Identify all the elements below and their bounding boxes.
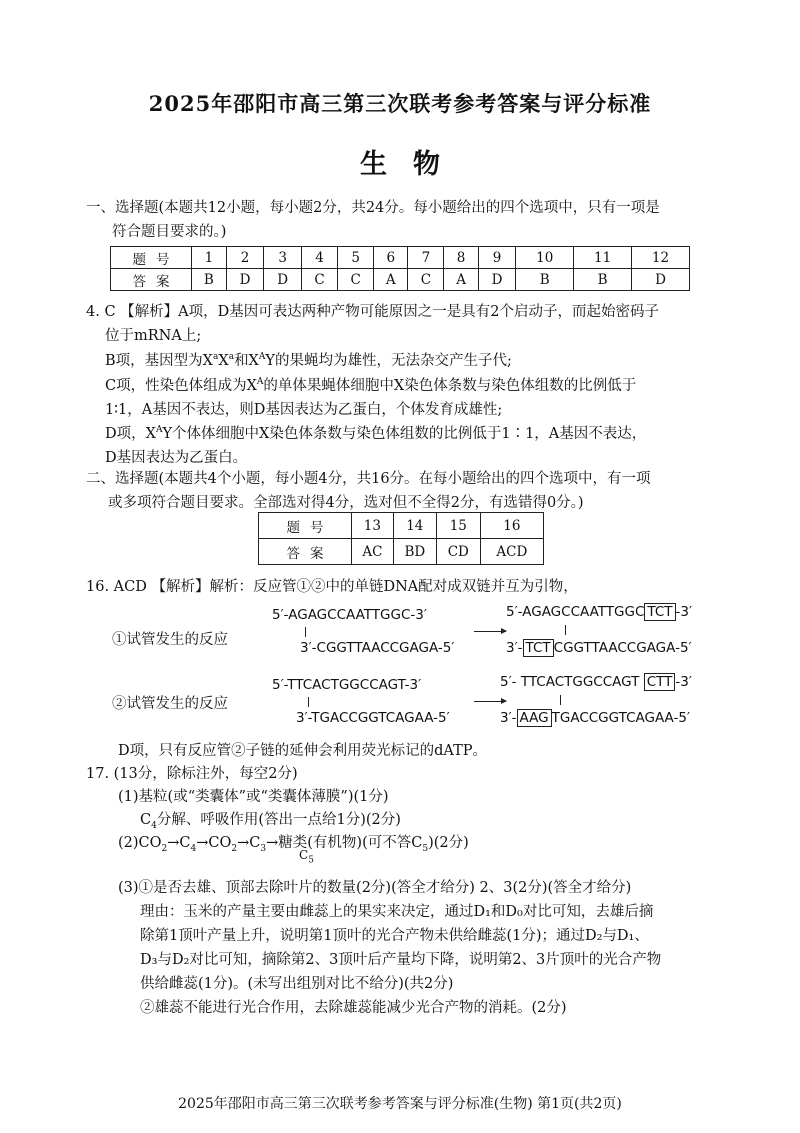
tube2-result-top: 5′- TTCACTGGCCAGT CTT -3′ xyxy=(500,674,692,690)
q4-option-d-line2: D基因表达为乙蛋白。 xyxy=(105,450,248,466)
section1-answer-table xyxy=(110,246,690,291)
new-bases-box: AAG xyxy=(517,709,552,727)
table-row xyxy=(111,247,690,269)
tube1-result-bottom: 3′- TCT CGGTTAACCGAGA-5′ xyxy=(506,640,692,656)
section2-answer-table xyxy=(258,512,544,565)
question-number: 12 xyxy=(632,247,690,269)
question-number: 11 xyxy=(574,247,632,269)
subject-title: 生物 xyxy=(360,149,466,180)
q17-head: 17. (13分，除标注外，每空2分) xyxy=(86,766,298,782)
q17-part3-line3: 除第1顶叶产量上升，说明第1顶叶的光合产物未供给雌蕊(1分)；通过D₂与D₁、 xyxy=(140,928,649,944)
q4-option-d: D项，$X^AY$个体体细胞中X染色体条数与染色体组数的比例低于1∶1，A基因不表达， xyxy=(105,425,647,442)
question-number: 13 xyxy=(352,513,394,539)
question-number: 16 xyxy=(480,513,543,539)
tube2-result-bottom: 3′- AAG TGACCGGTCAGAA-5′ xyxy=(500,710,691,726)
answer-cell: D xyxy=(632,269,690,291)
page-footer: 2025年邵阳市高三第三次联考参考答案与评分标准(生物) 第1页(共2页) xyxy=(178,1096,622,1112)
q17-c5-branch: $C_5$ xyxy=(299,848,314,866)
question-number: 2 xyxy=(226,247,264,269)
answer-cell: BD xyxy=(393,539,436,565)
question-number: 1 xyxy=(192,247,227,269)
q17-part3-line5: 供给雌蕊(1分)。(未写出组别对比不给分)(共2分) xyxy=(140,976,454,992)
pairing-mark xyxy=(308,697,309,707)
table-row xyxy=(259,513,544,539)
question-number: 5 xyxy=(338,247,374,269)
new-bases-box: TCT xyxy=(644,603,675,621)
reaction-arrow xyxy=(474,631,506,632)
q4-option-c-line2: 1∶1，A基因不表达，则D基因表达为乙蛋白，个体发育成雄性; xyxy=(105,402,503,418)
answer-cell: B xyxy=(574,269,632,291)
q16-line1: 16. ACD 【解析】解析：反应管①②中的单链DNA配对成双链并互为引物， xyxy=(86,579,578,595)
q17-part3-line4: D₃与D₂对比可知，摘除第2、3顶叶后产量均下降，说明第2、3片顶叶的光合产物 xyxy=(140,952,662,968)
pairing-mark xyxy=(305,627,306,637)
question-number: 10 xyxy=(516,247,574,269)
new-bases-box: TCT xyxy=(523,639,554,657)
answer-cell: A xyxy=(374,269,408,291)
q17-part3-line6: ②雄蕊不能进行光合作用，去除雄蕊能减少光合产物的消耗。(2分) xyxy=(140,1000,567,1016)
q4-option-c: C项，性染色体组成为$X^A$的单体果蝇体细胞中X染色体条数与染色体组数的比例低于 xyxy=(105,377,637,394)
q16-option-d: D项，只有反应管②子链的延伸会利用荧光标记的dATP。 xyxy=(118,743,488,759)
answer-cell: C xyxy=(302,269,338,291)
tube2-strand-bottom: 3′-TGACCGGTCAGAA-5′ xyxy=(296,710,450,726)
new-bases-box: CTT xyxy=(644,673,676,691)
question-number: 3 xyxy=(264,247,302,269)
q17-part3-line2: 理由：玉米的产量主要由雌蕊上的果实来决定，通过D₁和D₀对比可知，去雄后摘 xyxy=(140,904,654,920)
q4-line1: 4. C 【解析】A项，D基因可表达两种产物可能原因之一是具有2个启动子，而起始密码子 xyxy=(86,304,659,320)
question-number: 7 xyxy=(408,247,444,269)
pairing-mark xyxy=(565,625,566,635)
reaction-arrow xyxy=(474,701,506,702)
q17-part1-line2: $C_4$分解、呼吸作用(答出一点给1分)(2分) xyxy=(140,812,401,831)
q17-part3-line1: (3)①是否去雄、顶部去除叶片的数量(2分)(答全才给分) 2、3(2分)(答全才给分) xyxy=(118,880,632,896)
question-number: 8 xyxy=(444,247,478,269)
page-title: 2025年邵阳市高三第三次联考参考答案与评分标准 xyxy=(148,91,652,116)
section2-instructions-line2: 或多项符合题目要求。全部选对得4分，选对但不全得2分，有选错得0分。) xyxy=(108,495,584,511)
question-number: 9 xyxy=(478,247,516,269)
answer-cell: CD xyxy=(436,539,480,565)
section1-instructions-line1: 一、选择题(本题共12小题，每小题2分，共24分。每小题给出的四个选项中，只有一项是 xyxy=(86,200,660,216)
pairing-mark xyxy=(560,695,561,705)
section1-instructions-line2: 符合题目要求的。) xyxy=(112,224,227,240)
tube2-strand-top: 5′-TTCACTGGCCAGT-3′ xyxy=(272,677,422,693)
q4-option-b: B项，基因型为$X^aX^a$和$X^AY$的果蝇均为雄性，无法杂交产生子代; xyxy=(105,352,512,369)
question-number: 4 xyxy=(302,247,338,269)
answer-cell: D xyxy=(478,269,516,291)
row-head-number: 题号 xyxy=(111,247,192,269)
table-row xyxy=(111,269,690,291)
answer-cell: A xyxy=(444,269,478,291)
question-number: 15 xyxy=(436,513,480,539)
q17-part1-line1: (1)基粒(或“类囊体”或“类囊体薄膜”)(1分) xyxy=(118,789,389,805)
table-row xyxy=(259,539,544,565)
row-head-number: 题号 xyxy=(259,513,352,539)
tube1-result-top: 5′-AGAGCCAATTGGC TCT -3′ xyxy=(506,604,693,620)
tube1-strand-top: 5′-AGAGCCAATTGGC-3′ xyxy=(272,607,427,623)
answer-cell: C xyxy=(338,269,374,291)
tube1-label: ①试管发生的反应 xyxy=(112,632,228,648)
tube2-label: ②试管发生的反应 xyxy=(112,696,228,712)
answer-cell: ACD xyxy=(480,539,543,565)
answer-cell: D xyxy=(264,269,302,291)
tube1-strand-bottom: 3′-CGGTTAACCGAGA-5′ xyxy=(300,640,455,656)
answer-cell: D xyxy=(226,269,264,291)
section2-instructions-line1: 二、选择题(本题共4个小题，每小题4分，共16分。在每小题给出的四个选项中，有一项 xyxy=(86,471,651,487)
row-head-answer: 答案 xyxy=(259,539,352,565)
question-number: 14 xyxy=(393,513,436,539)
q17-part2-pathway: $(2)CO_2\to C_4\to CO_2\to C_3\to$糖类(有机物)(可不答$C_5)(2$分) xyxy=(118,835,469,854)
answer-cell: C xyxy=(408,269,444,291)
row-head-answer: 答案 xyxy=(111,269,192,291)
q4-line2: 位于mRNA上; xyxy=(105,328,202,344)
answer-cell: B xyxy=(516,269,574,291)
answer-cell: AC xyxy=(352,539,394,565)
answer-cell: B xyxy=(192,269,227,291)
question-number: 6 xyxy=(374,247,408,269)
